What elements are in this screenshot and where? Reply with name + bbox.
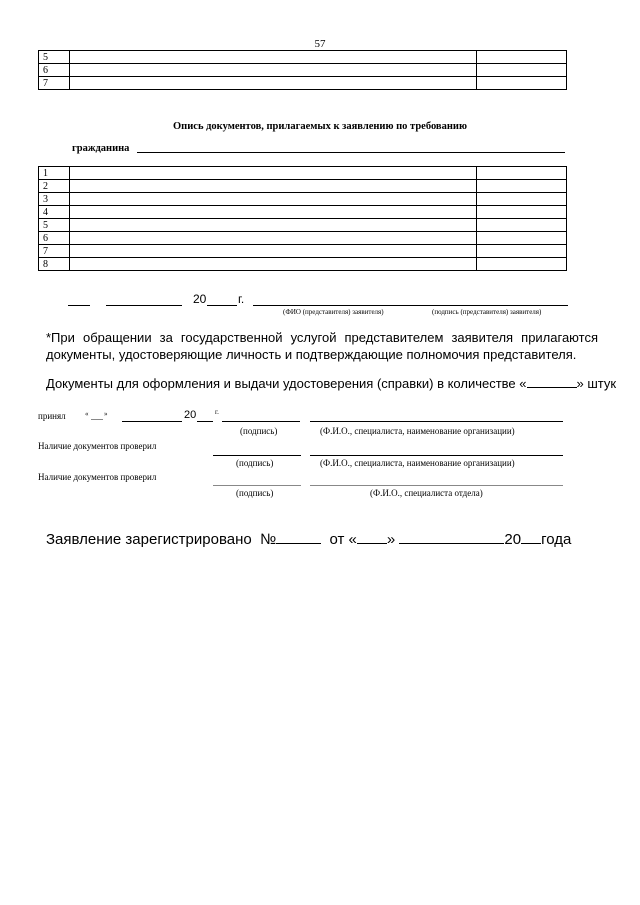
accepted-quote-open: «: [85, 410, 89, 418]
check2-signature-field[interactable]: [213, 485, 301, 486]
accepted-year-suffix: г.: [215, 408, 219, 416]
check2-fio-field[interactable]: [310, 485, 563, 486]
table-cell[interactable]: [70, 64, 477, 77]
row-number: 7: [39, 77, 70, 90]
table-cell[interactable]: [70, 206, 477, 219]
row-number: 8: [39, 258, 70, 271]
table-row: [39, 77, 567, 90]
table-cell[interactable]: [477, 219, 567, 232]
row-number: 1: [39, 167, 70, 180]
check2-label: Наличие документов проверил: [38, 472, 157, 482]
registration-year-suffix: года: [541, 531, 572, 548]
check1-fio-field[interactable]: [310, 455, 563, 456]
check1-signature-field[interactable]: [213, 455, 301, 456]
registration-year-field[interactable]: [521, 530, 541, 544]
check1-sign-caption: (подпись): [236, 458, 274, 468]
check2-sign-caption: (подпись): [236, 488, 274, 498]
table-row: [39, 245, 567, 258]
table-cell[interactable]: [70, 245, 477, 258]
table-row: [39, 258, 567, 271]
registration-quote-close: »: [386, 531, 396, 548]
table-row: [39, 206, 567, 219]
day-field[interactable]: [68, 305, 90, 306]
table-cell[interactable]: [70, 51, 477, 64]
row-number: 6: [39, 64, 70, 77]
accepted-quote-close: »: [104, 410, 108, 418]
table-cell[interactable]: [70, 167, 477, 180]
registration-month-field[interactable]: [399, 530, 504, 544]
table-row: [39, 219, 567, 232]
fio-caption: (ФИО (представителя) заявителя): [283, 308, 384, 316]
table-row: [39, 64, 567, 77]
accepted-year-field[interactable]: [197, 421, 213, 422]
table-cell[interactable]: [70, 219, 477, 232]
table-cell[interactable]: [70, 232, 477, 245]
accepted-label: принял: [38, 411, 66, 421]
row-number: 7: [39, 245, 70, 258]
table-cell[interactable]: [70, 180, 477, 193]
table-cell[interactable]: [477, 232, 567, 245]
citizen-name-field[interactable]: [137, 152, 565, 153]
table-cell[interactable]: [477, 193, 567, 206]
docs-count-text-after: » штук: [576, 376, 617, 391]
accepted-signature-field[interactable]: [222, 421, 300, 422]
table-row: [39, 167, 567, 180]
row-number: 3: [39, 193, 70, 206]
table-cell[interactable]: [477, 245, 567, 258]
citizen-label: гражданина: [72, 143, 130, 154]
registration-line: [46, 530, 571, 548]
registration-label: Заявление зарегистрировано: [46, 531, 252, 548]
row-number: 6: [39, 232, 70, 245]
table-cell[interactable]: [477, 77, 567, 90]
table-cell[interactable]: [477, 258, 567, 271]
check1-fio-caption: (Ф.И.О., специалиста, наименование организации): [320, 458, 515, 468]
table-row: [39, 193, 567, 206]
check1-label: Наличие документов проверил: [38, 441, 157, 451]
table-cell[interactable]: [70, 77, 477, 90]
year-field[interactable]: [207, 305, 237, 306]
accepted-sign-caption: (подпись): [240, 426, 278, 436]
table-cell[interactable]: [477, 206, 567, 219]
accepted-month-field[interactable]: [122, 421, 182, 422]
table-row: [39, 51, 567, 64]
month-field[interactable]: [106, 305, 182, 306]
table-cell[interactable]: [477, 180, 567, 193]
docs-count-field[interactable]: [527, 375, 577, 388]
representative-note: *При обращении за государственной услугой представителем заявителя прилагаются документы, удостоверяющие личность и подтверждающие полномочия представителя.: [46, 330, 598, 362]
check2-fio-caption: (Ф.И.О., специалиста отдела): [370, 488, 483, 498]
page-number: 57: [314, 38, 326, 50]
registration-number-sign: №: [260, 531, 277, 548]
registration-from: от «: [329, 531, 357, 548]
row-number: 5: [39, 51, 70, 64]
accepted-year-prefix: 20: [184, 409, 197, 421]
registration-year-prefix: 20: [504, 531, 522, 548]
accepted-fio-field[interactable]: [310, 421, 563, 422]
applicant-signature-field[interactable]: [253, 305, 568, 306]
top-table: [38, 50, 567, 90]
year-prefix: 20: [193, 292, 207, 306]
table-row: [39, 232, 567, 245]
table-row: [39, 180, 567, 193]
registration-day-field[interactable]: [357, 530, 387, 544]
inventory-title: Опись документов, прилагаемых к заявлению по требованию: [173, 121, 467, 132]
table-cell[interactable]: [70, 193, 477, 206]
sign-caption: (подпись (представителя) заявителя): [432, 308, 542, 316]
table-cell[interactable]: [477, 64, 567, 77]
docs-count-line: [46, 375, 616, 392]
table-cell[interactable]: [70, 258, 477, 271]
accepted-fio-caption: (Ф.И.О., специалиста, наименование организации): [320, 426, 515, 436]
year-suffix: г.: [238, 292, 245, 306]
docs-count-text-before: Документы для оформления и выдачи удостоверения (справки) в количестве «: [46, 376, 527, 391]
row-number: 2: [39, 180, 70, 193]
inventory-table: [38, 166, 567, 271]
table-cell[interactable]: [477, 51, 567, 64]
row-number: 4: [39, 206, 70, 219]
table-cell[interactable]: [477, 167, 567, 180]
registration-number-field[interactable]: [276, 530, 321, 544]
row-number: 5: [39, 219, 70, 232]
accepted-day-field[interactable]: [91, 419, 103, 420]
